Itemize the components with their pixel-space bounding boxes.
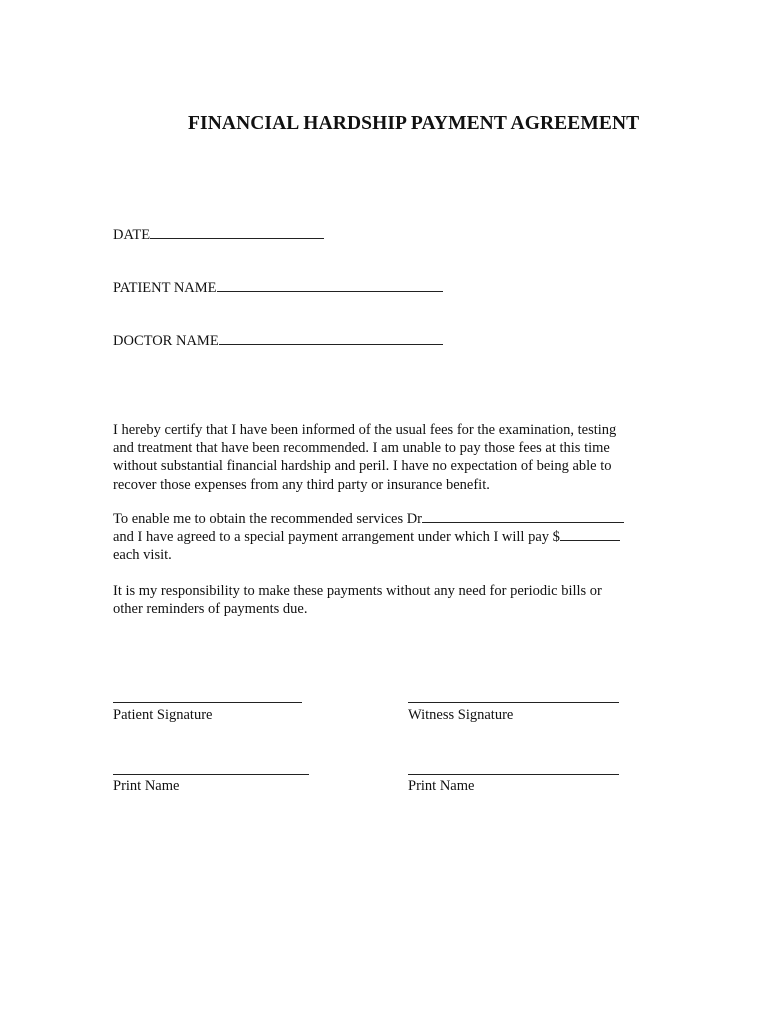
payment-arrangement-paragraph — [113, 510, 653, 565]
paragraph-line: recover those expenses from any third party or insurance benefit. — [113, 476, 490, 493]
paragraph-line — [113, 528, 653, 546]
certification-paragraph — [113, 421, 653, 494]
print-name-right-line[interactable] — [408, 774, 619, 775]
doctor-name-input-line[interactable] — [219, 332, 443, 345]
patient-name-field[interactable] — [113, 279, 443, 297]
patient-name-label: PATIENT NAME — [113, 280, 217, 296]
patient-name-input-line[interactable] — [217, 279, 443, 292]
paragraph-line: I hereby certify that I have been informed of the usual fees for the examination, testing — [113, 422, 617, 438]
print-name-left-label: Print Name — [113, 778, 180, 794]
paragraph-line: It is my responsibility to make these payments without any need for periodic bills or — [113, 583, 602, 599]
patient-signature-line[interactable] — [113, 702, 302, 703]
doctor-name-label: DOCTOR NAME — [113, 333, 219, 349]
date-field[interactable] — [113, 226, 324, 244]
witness-signature-line[interactable] — [408, 702, 619, 703]
paragraph-line: each visit. — [113, 547, 172, 564]
print-name-right-label: Print Name — [408, 778, 475, 794]
paragraph-line: and treatment that have been recommended. I am unable to pay those fees at this time — [113, 440, 610, 457]
paragraph-line: without substantial financial hardship and peril. I have no expectation of being able to — [113, 458, 612, 475]
paragraph-line: other reminders of payments due. — [113, 601, 308, 618]
payment-amount-blank[interactable] — [560, 528, 620, 541]
doctor-name-blank[interactable] — [422, 510, 624, 523]
date-label: DATE — [113, 227, 151, 243]
doctor-services-text: To enable me to obtain the recommended services Dr — [113, 511, 423, 527]
responsibility-paragraph — [113, 582, 653, 618]
paragraph-line — [113, 510, 653, 528]
patient-signature-label: Patient Signature — [113, 707, 213, 723]
doctor-name-field[interactable] — [113, 332, 443, 350]
print-name-left-line[interactable] — [113, 774, 309, 775]
date-input-line[interactable] — [150, 226, 324, 239]
document-title: FINANCIAL HARDSHIP PAYMENT AGREEMENT — [188, 113, 640, 134]
witness-signature-label: Witness Signature — [408, 707, 514, 723]
payment-amount-text: and I have agreed to a special payment arrangement under which I will pay $ — [113, 529, 560, 546]
